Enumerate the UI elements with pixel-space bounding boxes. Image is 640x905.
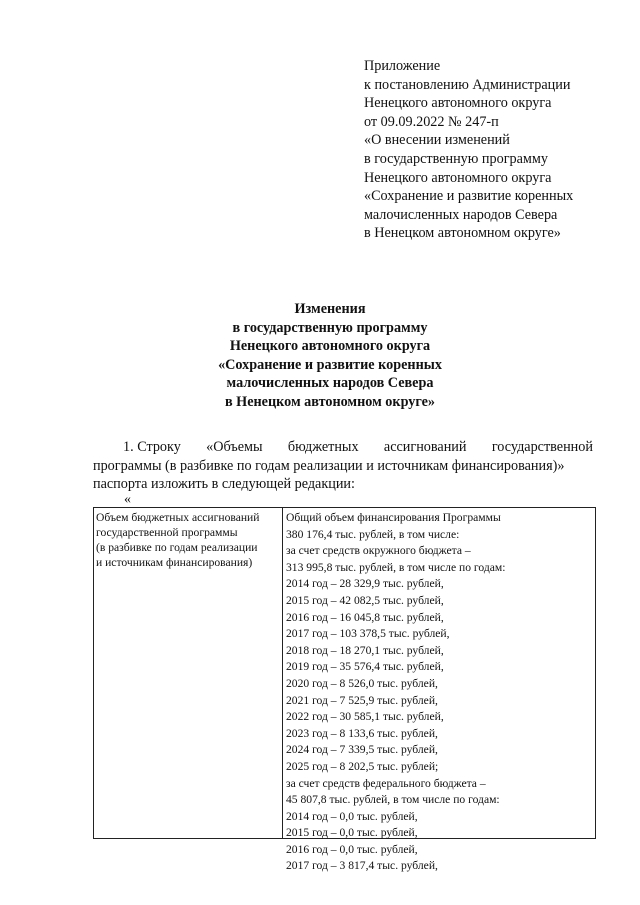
paragraph-line: программы (в разбивке по годам реализации и источникам финансирования)» (93, 457, 565, 474)
label-line: и источникам финансирования) (96, 556, 253, 569)
label-line: (в разбивке по годам реализации (96, 541, 258, 554)
document-title (120, 300, 540, 412)
paragraph-line: паспорта изложить в следующей редакции: (93, 476, 355, 493)
label-line: Объем бюджетных ассигнований (96, 511, 260, 524)
content-line: 45 807,8 тыс. рублей, в том числе по годам: (286, 793, 500, 807)
content-line: 2017 год – 103 378,5 тыс. рублей, (286, 627, 450, 641)
content-line: 2018 год – 18 270,1 тыс. рублей, (286, 643, 444, 657)
paragraph-first-line (93, 438, 593, 457)
content-line: 380 176,4 тыс. рублей, в том числе: (286, 527, 460, 541)
title-line: Изменения (294, 301, 366, 317)
content-line: 2021 год – 7 525,9 тыс. рублей, (286, 693, 438, 707)
content-line: 2022 год – 30 585,1 тыс. рублей, (286, 710, 444, 724)
title-line: в Ненецком автономном округе» (224, 393, 436, 410)
content-line: 2016 год – 0,0 тыс. рублей, (286, 842, 418, 856)
body-paragraph (93, 438, 593, 494)
appendix-block (364, 57, 634, 243)
content-line: 2020 год – 8 526,0 тыс. рублей, (286, 676, 438, 690)
passport-table (93, 507, 596, 873)
content-line: 2015 год – 42 082,5 тыс. рублей, (286, 593, 444, 607)
content-line: 2017 год – 3 817,4 тыс. рублей, (286, 859, 438, 873)
appendix-line: от 09.09.2022 № 247-п (364, 113, 499, 130)
appendix-line: в государственную программу (364, 150, 548, 167)
content-line: 313 995,8 тыс. рублей, в том числе по годам: (286, 560, 506, 574)
label-line: государственной программы (96, 526, 238, 539)
content-line: 2023 год – 8 133,6 тыс. рублей, (286, 726, 438, 740)
appendix-line: «О внесении изменений (364, 132, 510, 149)
content-line: Общий объем финансирования Программы (286, 511, 501, 524)
appendix-line: «Сохранение и развитие коренных (364, 188, 574, 205)
appendix-line: малочисленных народов Севера (364, 206, 558, 223)
passport-content-cell (283, 508, 595, 875)
content-line: 2016 год – 16 045,8 тыс. рублей, (286, 610, 444, 624)
appendix-line: Ненецкого автономного округа (364, 169, 552, 186)
appendix-line: в Ненецком автономном округе» (364, 225, 561, 242)
paragraph-word: «Объемы (206, 439, 263, 455)
title-line: «Сохранение и развитие коренных (218, 356, 442, 373)
content-line: за счет средств окружного бюджета – (286, 544, 471, 558)
content-line: 2014 год – 0,0 тыс. рублей, (286, 809, 418, 823)
paragraph-word: государственной (491, 439, 593, 455)
content-line: 2024 год – 7 339,5 тыс. рублей, (286, 743, 438, 757)
appendix-line: к постановлению Администрации (364, 76, 571, 93)
content-line: 2014 год – 28 329,9 тыс. рублей, (286, 577, 444, 591)
appendix-line: Приложение (364, 58, 441, 74)
content-line: 2025 год – 8 202,5 тыс. рублей; (286, 759, 439, 773)
appendix-line: Ненецкого автономного округа (364, 95, 552, 112)
title-line: малочисленных народов Севера (226, 375, 434, 392)
title-line: Ненецкого автономного округа (229, 338, 431, 355)
paragraph-word: ассигнований (383, 439, 467, 455)
opening-quote-mark: « (124, 492, 131, 507)
paragraph-word: бюджетных (287, 439, 359, 455)
content-line: за счет средств федерального бюджета – (286, 776, 486, 790)
content-line: 2015 год – 0,0 тыс. рублей, (286, 826, 418, 840)
title-line: в государственную программу (232, 319, 428, 336)
passport-label-cell (94, 508, 283, 838)
paragraph-word: 1. Строку (123, 439, 181, 455)
content-line: 2019 год – 35 576,4 тыс. рублей, (286, 660, 444, 674)
